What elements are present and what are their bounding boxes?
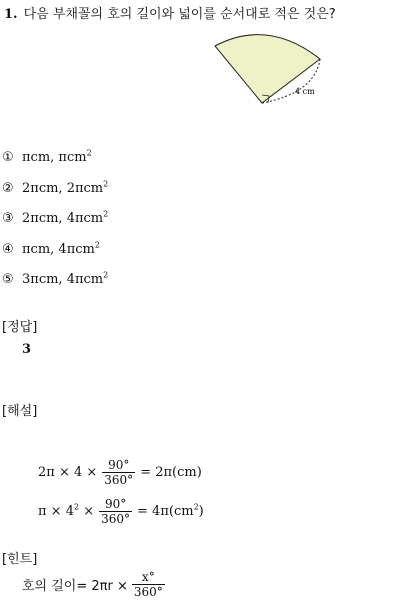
option-text: 2πcm, 4πcm	[22, 211, 104, 226]
option-superscript: 2	[103, 270, 109, 280]
eq1-numerator: 90°	[108, 458, 130, 472]
question-text: 다음 부채꼴의 호의 길이와 넓이를 순서대로 적은 것은?	[23, 7, 336, 22]
option-text: 2πcm, 2πcm	[22, 181, 104, 196]
eq1-left: 2π × 4 ×	[38, 465, 98, 480]
eq2-fraction	[99, 497, 132, 526]
option-number: ②	[2, 181, 14, 196]
explanation-label: [해설]	[2, 404, 38, 419]
hint-denominator: 360°	[133, 585, 163, 599]
answer-label: [정답]	[2, 320, 38, 335]
radius-label: 4 cm	[295, 87, 315, 96]
answer-value: 3	[22, 342, 32, 357]
option-number: ③	[2, 211, 14, 226]
option-superscript: 2	[103, 209, 109, 219]
explanation-equation-2	[38, 497, 204, 526]
option-superscript: 2	[94, 240, 100, 250]
eq1-denominator: 360°	[104, 473, 134, 487]
hint-text: 호의 길이= 2πr ×	[22, 579, 128, 594]
option-2[interactable]	[2, 181, 108, 196]
question-number: 1.	[4, 7, 18, 22]
option-text: πcm, 4πcm	[22, 242, 95, 257]
eq2-numerator: 90°	[104, 497, 127, 511]
eq2-left-tail: ×	[83, 504, 95, 519]
option-number: ⑤	[2, 272, 14, 287]
eq2-right-tail: )	[198, 504, 204, 519]
option-superscript: 2	[86, 148, 92, 158]
eq1-right: = 2π(cm)	[140, 465, 202, 480]
option-text: 3πcm, 4πcm	[22, 272, 104, 287]
option-4[interactable]	[2, 242, 100, 257]
option-3[interactable]	[2, 211, 108, 226]
option-number: ④	[2, 242, 14, 257]
option-5[interactable]	[2, 272, 108, 287]
explanation-equation-1	[38, 458, 202, 487]
eq2-left	[38, 504, 94, 519]
eq2-right	[137, 504, 204, 519]
eq2-left-sup: 2	[73, 502, 80, 512]
eq2-right-base: = 4π(cm	[137, 504, 194, 519]
hint-label: [힌트]	[2, 552, 38, 567]
eq1-fraction	[102, 458, 135, 487]
hint-fraction	[132, 570, 165, 599]
eq2-left-base: π × 4	[38, 504, 74, 519]
eq2-right-sup: 2	[193, 502, 199, 512]
hint-numerator: x°	[141, 570, 155, 584]
option-text: πcm, πcm	[22, 150, 87, 165]
option-superscript: 2	[103, 179, 109, 189]
option-number: ①	[2, 150, 14, 165]
eq2-denominator: 360°	[101, 512, 131, 526]
option-1[interactable]	[2, 150, 92, 165]
hint-formula	[22, 570, 165, 599]
